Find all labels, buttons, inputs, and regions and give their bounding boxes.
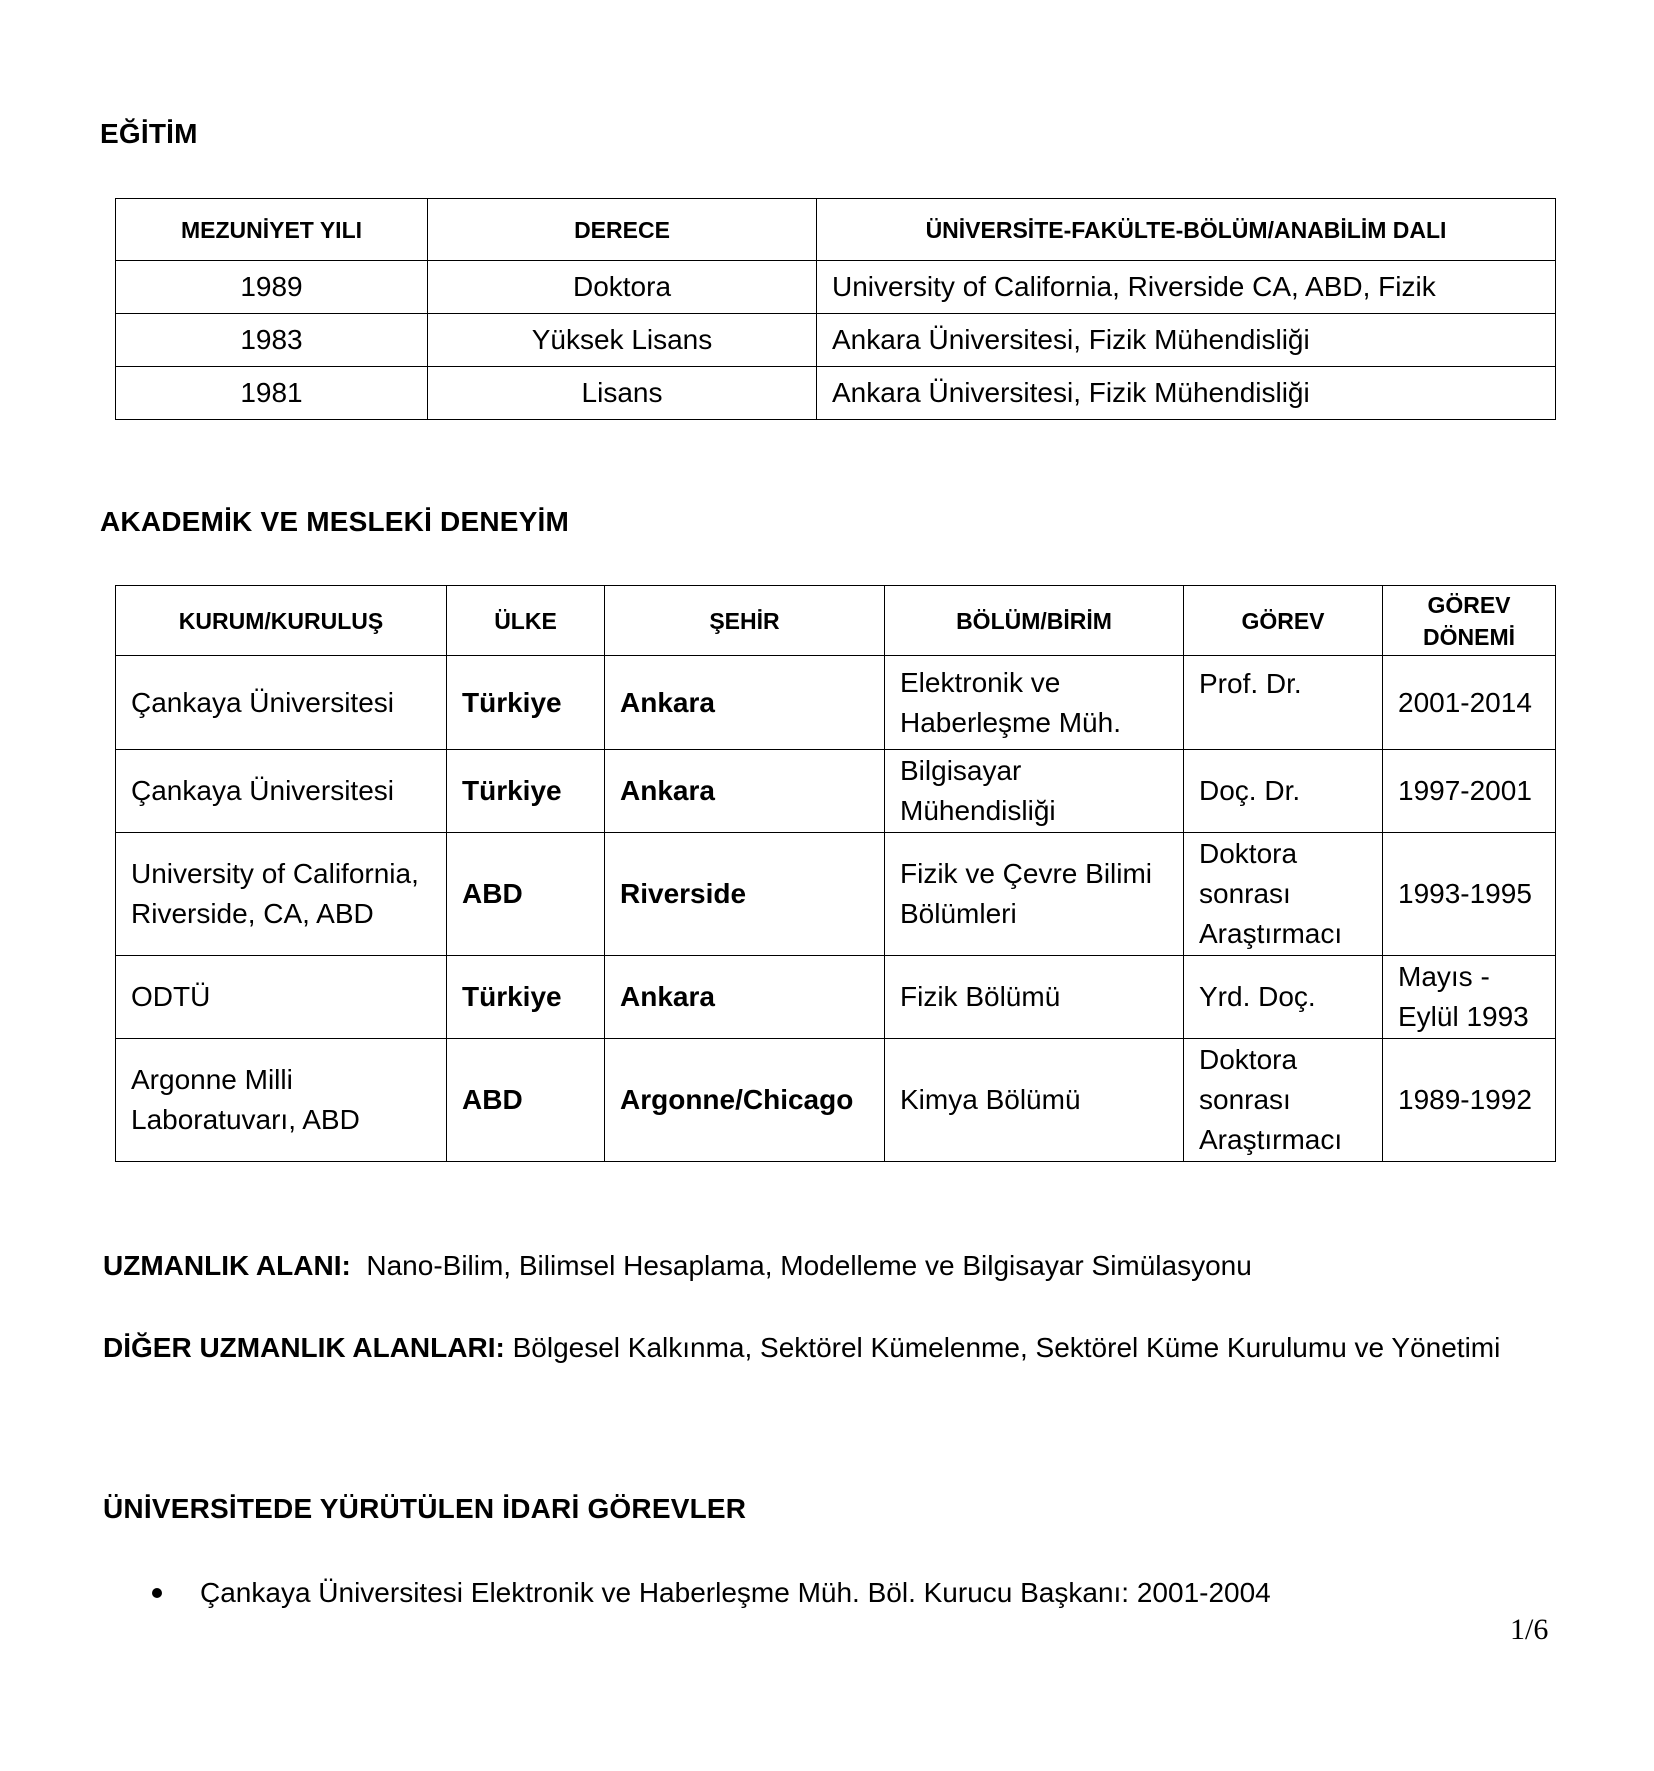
experience-period: 1993-1995 [1383,833,1556,956]
education-degree: Lisans [428,367,817,420]
education-title: EĞİTİM [100,118,198,149]
education-school: Ankara Üniversitesi, Fizik Mühendisliği [817,367,1556,420]
experience-department: Kimya Bölümü [885,1039,1184,1162]
education-year: 1981 [116,367,428,420]
education-header-year: MEZUNİYET YILI [116,199,428,261]
education-year: 1989 [116,261,428,314]
experience-period: 1997-2001 [1383,750,1556,833]
education-header-degree: DERECE [428,199,817,261]
experience-header-institution: KURUM/KURULUŞ [116,586,447,656]
education-header-row [116,199,1556,261]
experience-country: Türkiye [447,656,605,750]
experience-country: Türkiye [447,750,605,833]
experience-institution: Çankaya Üniversitesi [116,750,447,833]
expertise-paragraph [103,1246,1583,1286]
experience-country: ABD [447,1039,605,1162]
table-row [116,314,1556,367]
education-school: Ankara Üniversitesi, Fizik Mühendisliği [817,314,1556,367]
education-degree: Doktora [428,261,817,314]
education-header-school: ÜNİVERSİTE-FAKÜLTE-BÖLÜM/ANABİLİM DALI [817,199,1556,261]
table-row [116,656,1556,750]
experience-header-city: ŞEHİR [605,586,885,656]
experience-city: Ankara [605,956,885,1039]
page-number: 1/6 [1510,1613,1549,1646]
experience-department: Bilgisayar Mühendisliği [885,750,1184,833]
table-row [116,833,1556,956]
bullet-icon [152,1588,162,1598]
table-row [116,1039,1556,1162]
experience-period: 1989-1992 [1383,1039,1556,1162]
education-school: University of California, Riverside CA, ABD, Fizik [817,261,1556,314]
expertise-value: Nano-Bilim, Bilimsel Hesaplama, Modelleme ve Bilgisayar Simülasyonu [366,1250,1252,1281]
table-row [116,956,1556,1039]
list-item [152,1573,1271,1613]
experience-city: Ankara [605,656,885,750]
experience-institution: ODTÜ [116,956,447,1039]
expertise-label: UZMANLIK ALANI: [103,1250,351,1281]
other-expertise-value: Bölgesel Kalkınma, Sektörel Kümelenme, Sektörel Küme Kurulumu ve Yönetimi [512,1332,1501,1363]
experience-department: Fizik Bölümü [885,956,1184,1039]
experience-institution: Çankaya Üniversitesi [116,656,447,750]
experience-role: Doktora sonrası Araştırmacı [1184,833,1383,956]
experience-country: ABD [447,833,605,956]
experience-role: Doç. Dr. [1184,750,1383,833]
other-expertise-label: DİĞER UZMANLIK ALANLARI: [103,1332,505,1363]
experience-table [115,585,1556,1162]
education-table [115,198,1556,420]
experience-institution: Argonne Milli Laboratuvarı, ABD [116,1039,447,1162]
experience-department: Elektronik ve Haberleşme Müh. [885,656,1184,750]
experience-header-period: GÖREV DÖNEMİ [1383,586,1556,656]
experience-header-role: GÖREV [1184,586,1383,656]
other-expertise-paragraph [103,1328,1583,1368]
experience-title: AKADEMİK VE MESLEKİ DENEYİM [100,506,569,537]
education-year: 1983 [116,314,428,367]
experience-period: 2001-2014 [1383,656,1556,750]
experience-institution: University of California, Riverside, CA, ABD [116,833,447,956]
experience-period: Mayıs - Eylül 1993 [1383,956,1556,1039]
experience-city: Riverside [605,833,885,956]
experience-department: Fizik ve Çevre Bilimi Bölümleri [885,833,1184,956]
table-row [116,367,1556,420]
experience-role: Prof. Dr. [1184,656,1383,750]
experience-header-department: BÖLÜM/BİRİM [885,586,1184,656]
experience-role: Doktora sonrası Araştırmacı [1184,1039,1383,1162]
experience-city: Argonne/Chicago [605,1039,885,1162]
experience-country: Türkiye [447,956,605,1039]
admin-item-text: Çankaya Üniversitesi Elektronik ve Haberleşme Müh. Böl. Kurucu Başkanı: 2001-2004 [200,1577,1271,1608]
experience-role: Yrd. Doç. [1184,956,1383,1039]
experience-city: Ankara [605,750,885,833]
table-row [116,261,1556,314]
education-degree: Yüksek Lisans [428,314,817,367]
experience-header-country: ÜLKE [447,586,605,656]
table-row [116,750,1556,833]
experience-header-row [116,586,1556,656]
admin-title: ÜNİVERSİTEDE YÜRÜTÜLEN İDARİ GÖREVLER [103,1493,747,1524]
